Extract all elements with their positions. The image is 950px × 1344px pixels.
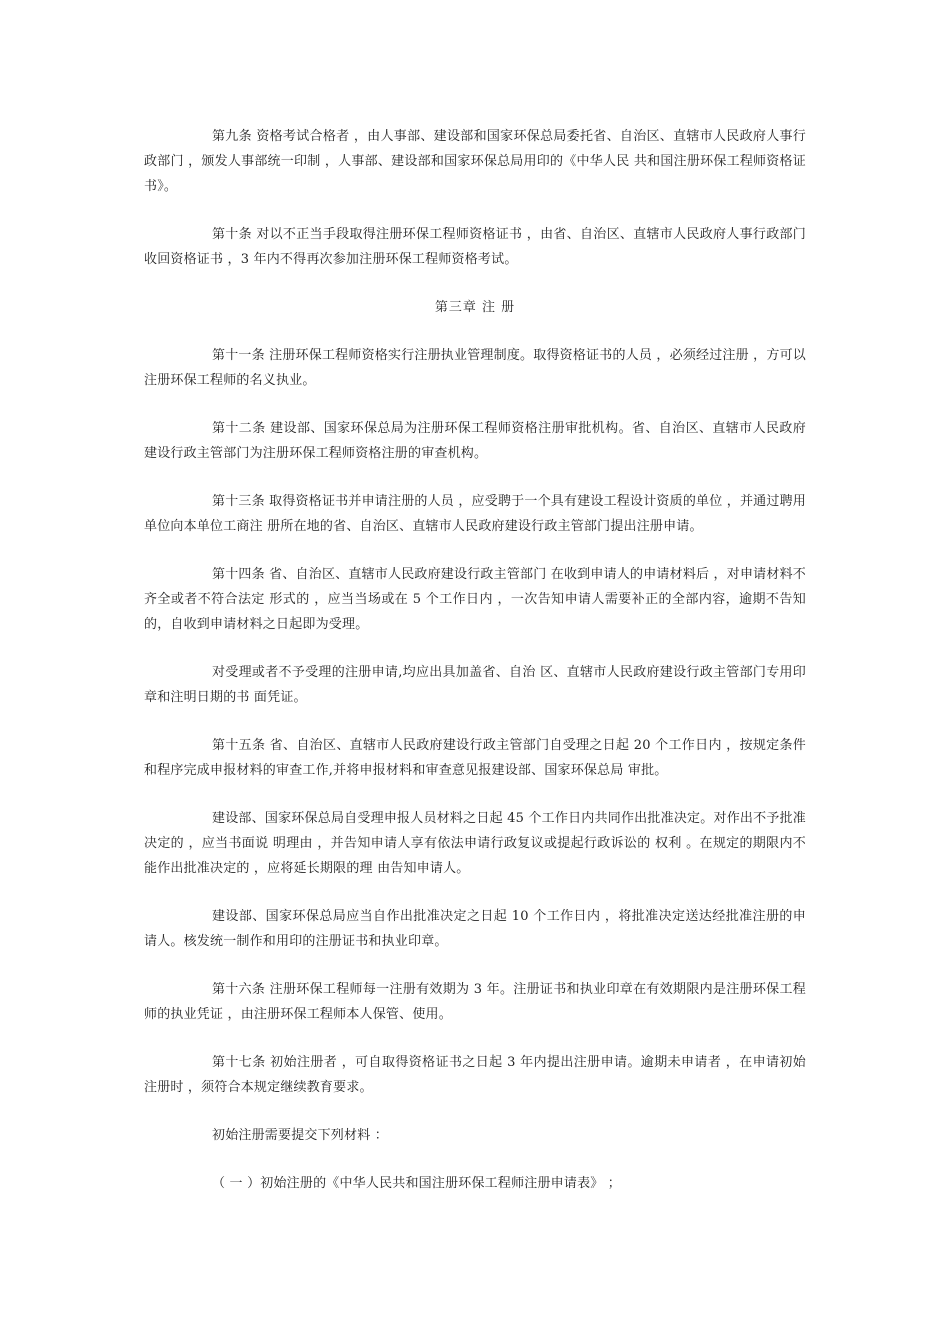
article-11-paragraph: 第十一条 注册环保工程师资格实行注册执业管理制度。取得资格证书的人员 ，必须经过注册 ，方可以注册环保工程师的名义执业。 <box>144 348 806 388</box>
approval-decision-paragraph: 建设部、国家环保总局自受理申报人员材料之日起 45 个工作日内共同作出批准决定。对作出不予批准决定的 ，应当书面说 明理由 ，并告知申请人享有依法申请行政复议或提起行政诉讼的 权利 。在规定的期限内不能作出批准决定的 ，应将延长期限的理 由告知申请人。 <box>144 811 806 876</box>
materials-item-1: （ 一 ）初始注册的《中华人民共和国注册环保工程师注册申请表》 ； <box>212 1176 621 1191</box>
materials-intro-paragraph: 初始注册需要提交下列材料 ： <box>212 1128 388 1143</box>
article-13-paragraph: 第十三条 取得资格证书并申请注册的人员 ，应受聘于一个具有建设工程设计资质的单位 ，并通过聘用单位向本单位工商注 册所在地的省、自治区、直辖市人民政府建设行政主管部门提出注册申请。 <box>144 494 806 534</box>
article-14-continuation-paragraph: 对受理或者不予受理的注册申请,均应出具加盖省、自治 区、直辖市人民政府建设行政主管部门专用印章和注明日期的书 面凭证。 <box>144 665 806 705</box>
delivery-paragraph: 建设部、国家环保总局应当自作出批准决定之日起 10 个工作日内 ，将批准决定送达经批准注册的申请人。核发统一制作和用印的注册证书和执业印章。 <box>144 909 806 949</box>
chapter-3-heading: 第三章 注 册 <box>434 300 516 315</box>
article-9-paragraph: 第九条 资格考试合格者 ，由人事部、建设部和国家环保总局委托省、自治区、直辖市人民政府人事行政部门 ，颁发人事部统一印制 ，人事部、建设部和国家环保总局用印的《中华人民 共和国注册环保工程师资格证书》。 <box>144 129 806 194</box>
document-body <box>144 124 806 1219</box>
article-17-paragraph: 第十七条 初始注册者 ，可自取得资格证书之日起 3 年内提出注册申请。逾期未申请者 ，在申请初始注册时 ，须符合本规定继续教育要求。 <box>144 1055 806 1095</box>
article-14-paragraph: 第十四条 省、自治区、直辖市人民政府建设行政主管部门 在收到申请人的申请材料后 ，对申请材料不齐全或者不符合法定 形式的 ，应当当场或在 5 个工作日内 ，一次告知申请人需要补正的全部内容，逾期不告知的，自收到申请材料之日起即为受理。 <box>144 567 806 632</box>
article-12-paragraph: 第十二条 建设部、国家环保总局为注册环保工程师资格注册审批机构。省、自治区、直辖市人民政府建设行政主管部门为注册环保工程师资格注册的审查机构。 <box>144 421 806 461</box>
article-15-paragraph: 第十五条 省、自治区、直辖市人民政府建设行政主管部门自受理之日起 20 个工作日内 ，按规定条件和程序完成申报材料的审查工作,并将申报材料和审查意见报建设部、国家环保总局 审批。 <box>144 738 806 778</box>
article-10-paragraph: 第十条 对以不正当手段取得注册环保工程师资格证书 ，由省、自治区、直辖市人民政府人事行政部门收回资格证书 ，3 年内不得再次参加注册环保工程师资格考试。 <box>144 227 806 267</box>
article-16-paragraph: 第十六条 注册环保工程师每一注册有效期为 3 年。注册证书和执业印章在有效期限内是注册环保工程师的执业凭证 ，由注册环保工程师本人保管、使用。 <box>144 982 806 1022</box>
